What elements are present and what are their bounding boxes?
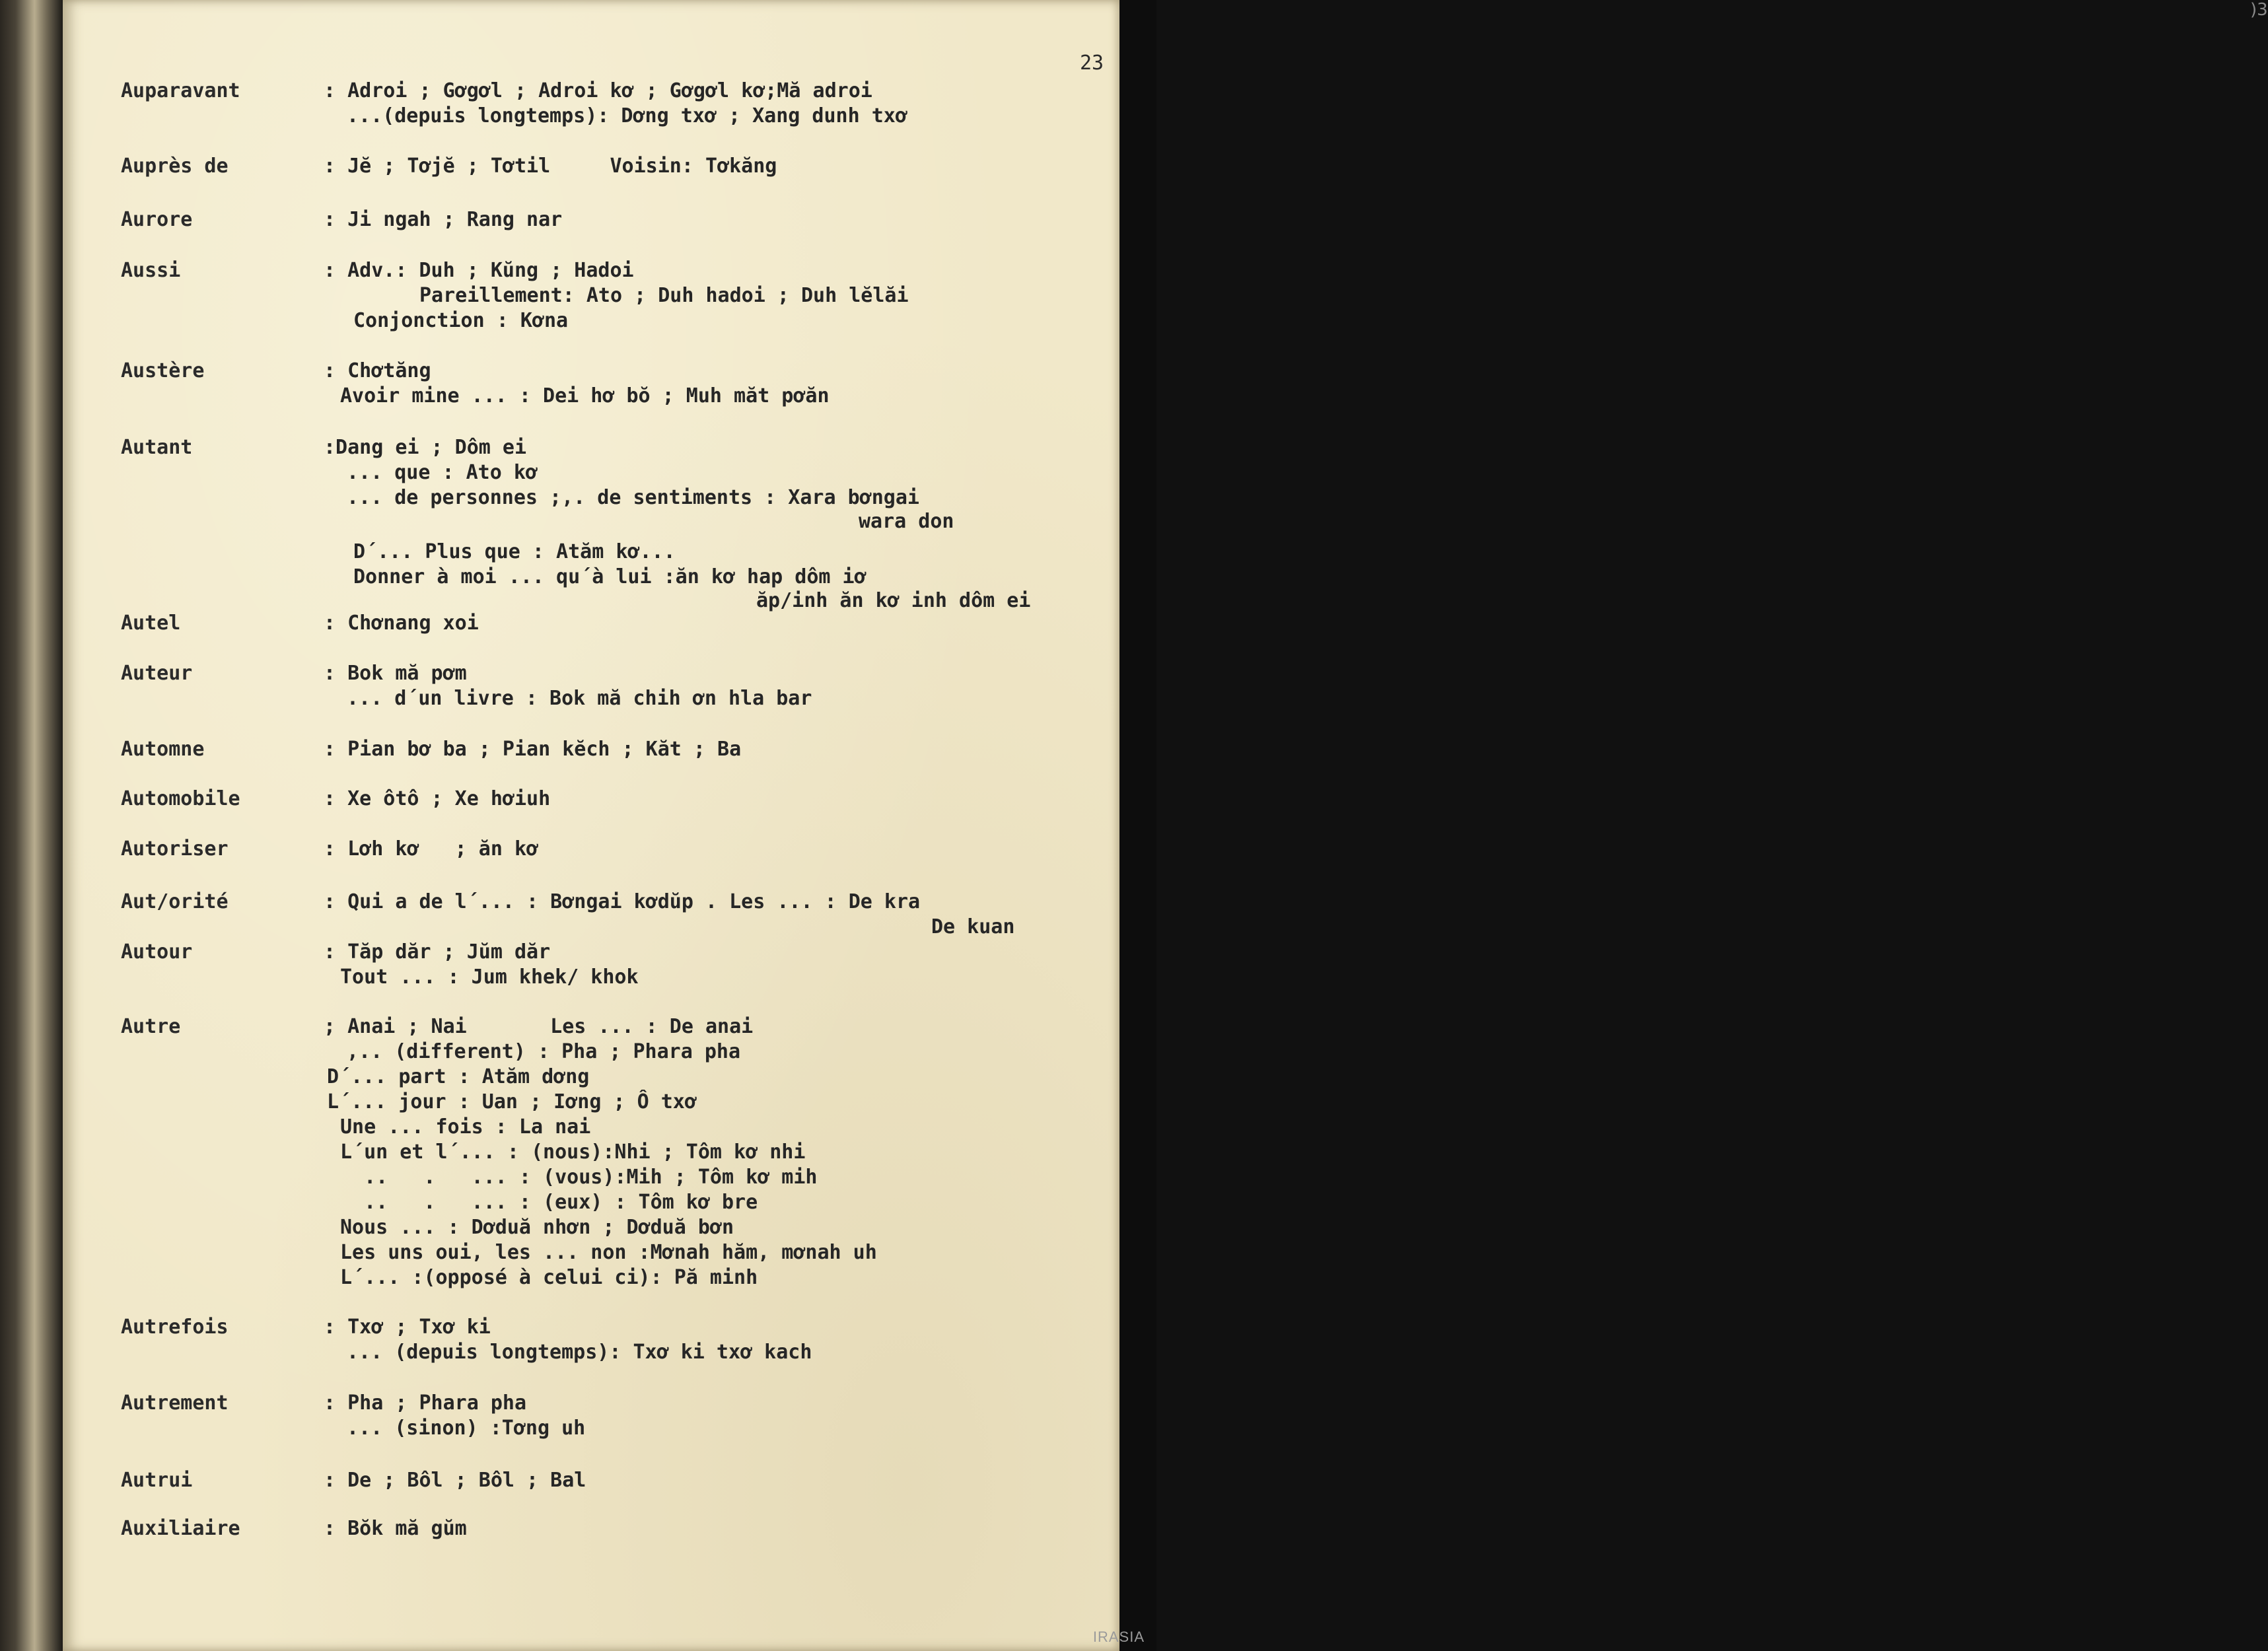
entry-definition-line: : Adroi ; Gơgơl ; Adroi kơ ; Gơgơl kơ;Mă adroi: [324, 79, 872, 102]
entry-headword: Aut/orité: [121, 890, 229, 913]
entry-headword: Auteur: [121, 662, 193, 685]
entry-definition-line: Conjonction : Kơna: [353, 309, 569, 332]
entry-headword: Automobile: [121, 787, 240, 810]
entry-definition-line: : Jĕ ; Tơjĕ ; Tơtil Voisin: Tơkăng: [324, 155, 777, 178]
entry-headword: Autrui: [121, 1469, 193, 1492]
entry-definition-line: : De ; Bôl ; Bôl ; Bal: [324, 1469, 586, 1492]
entry-definition-line: ... de personnes ;,. de sentiments : Xara bơngai: [347, 486, 919, 509]
entry-headword: Autre: [121, 1015, 181, 1038]
entry-definition-line: ... (depuis longtemps): Txơ ki txơ kach: [347, 1341, 812, 1364]
page: [63, 0, 1119, 1651]
edge-mark: )3: [2250, 0, 2268, 20]
entry-headword: Auparavant: [121, 79, 240, 102]
entry-definition-line: :Dang ei ; Dôm ei: [324, 436, 527, 459]
entry-definition-line: De kuan: [931, 915, 1015, 938]
entry-headword: Autoriser: [121, 837, 229, 861]
entry-headword: Autel: [121, 612, 181, 635]
entry-definition-line: : Bŏk mă gŭm: [324, 1517, 467, 1540]
entry-definition-line: : Ji ngah ; Rang nar: [324, 208, 563, 231]
entry-headword: Aurore: [121, 208, 193, 231]
entry-definition-line: .. . ... : (vous):Mih ; Tôm kơ mih: [340, 1166, 818, 1189]
entry-headword: Automne: [121, 738, 205, 761]
entry-definition-line: L´... :(opposé à celui ci): Pă minh: [340, 1266, 758, 1289]
entry-definition-line: D´... Plus que : Atăm kơ...: [353, 540, 676, 563]
entry-definition-line: .. . ... : (eux) : Tôm kơ bre: [340, 1191, 758, 1214]
entry-definition-line: Tout ... : Jum khek/ khok: [340, 966, 639, 989]
entry-definition-line: ...(depuis longtemps): Dơng txơ ; Xang dunh txơ: [347, 104, 907, 127]
entry-headword: Autour: [121, 940, 193, 964]
entry-definition-line: : Chơtăng: [324, 359, 431, 382]
entry-definition-line: ; Anai ; Nai Les ... : De anai: [324, 1015, 754, 1038]
entry-definition-line: ... que : Ato kơ: [347, 461, 538, 484]
entry-definition-line: L´... jour : Uan ; Iơng ; Ô txơ: [327, 1090, 697, 1113]
entry-definition-line: Les uns oui, les ... non :Mơnah hăm, mơnah uh: [340, 1241, 877, 1264]
entry-definition-line: Une ... fois : La nai: [340, 1115, 591, 1139]
entry-headword: Autant: [121, 436, 193, 459]
entry-definition-line: : Adv.: Duh ; Kŭng ; Hadoi: [324, 259, 634, 282]
entry-definition-line: L´un et l´... : (nous):Nhi ; Tôm kơ nhi: [340, 1141, 806, 1164]
entry-definition-line: ... (sinon) :Tơng uh: [347, 1417, 586, 1440]
scan-border: [1119, 0, 2268, 1651]
entry-headword: Aussi: [121, 259, 181, 282]
entry-headword: Auxiliaire: [121, 1517, 240, 1540]
entry-definition-line: : Chơnang xoi: [324, 612, 479, 635]
entry-definition-line: : Txơ ; Txơ ki: [324, 1316, 491, 1339]
entry-definition-line: D´... part : Atăm dơng: [327, 1065, 590, 1088]
entry-definition-line: ... d´un livre : Bok mă chih ơn hla bar: [347, 687, 812, 710]
entry-definition-line: Pareillement: Ato ; Duh hadoi ; Duh lĕlăi: [419, 284, 909, 307]
page-number: 23: [1080, 52, 1104, 75]
entry-definition-line: : Qui a de l´... : Bơngai kơdŭp . Les ... : De kra: [324, 890, 921, 913]
entry-definition-line: : Bok mă pơm: [324, 662, 467, 685]
entry-headword: Austère: [121, 359, 205, 382]
entry-headword: Auprès de: [121, 155, 229, 178]
entry-definition-line: ăp/inh ăn kơ inh dôm ei: [756, 589, 1031, 612]
book-spine: [0, 0, 63, 1651]
entry-definition-line: ,.. (different) : Pha ; Phara pha: [347, 1040, 741, 1063]
entry-definition-line: wara don: [859, 510, 954, 533]
entry-definition-line: : Pian bơ ba ; Pian kĕch ; Kăt ; Ba: [324, 738, 742, 761]
entry-definition-line: : Lơh kơ ; ăn kơ: [324, 837, 539, 861]
entry-definition-line: : Tăp dăr ; Jŭm dăr: [324, 940, 551, 964]
entry-definition-line: : Pha ; Phara pha: [324, 1391, 527, 1415]
entry-headword: Autrefois: [121, 1316, 229, 1339]
entry-headword: Autrement: [121, 1391, 229, 1415]
entry-definition-line: Donner à moi ... qu´à lui :ăn kơ hap dôm iơ: [353, 565, 867, 588]
entry-definition-line: : Xe ôtô ; Xe hơiuh: [324, 787, 551, 810]
entry-definition-line: Avoir mine ... : Dei hơ bŏ ; Muh măt pơăn: [340, 384, 830, 407]
entry-definition-line: Nous ... : Dơduă nhơn ; Dơduă bơn: [340, 1216, 734, 1239]
watermark: IRASIA: [1092, 1629, 1145, 1645]
